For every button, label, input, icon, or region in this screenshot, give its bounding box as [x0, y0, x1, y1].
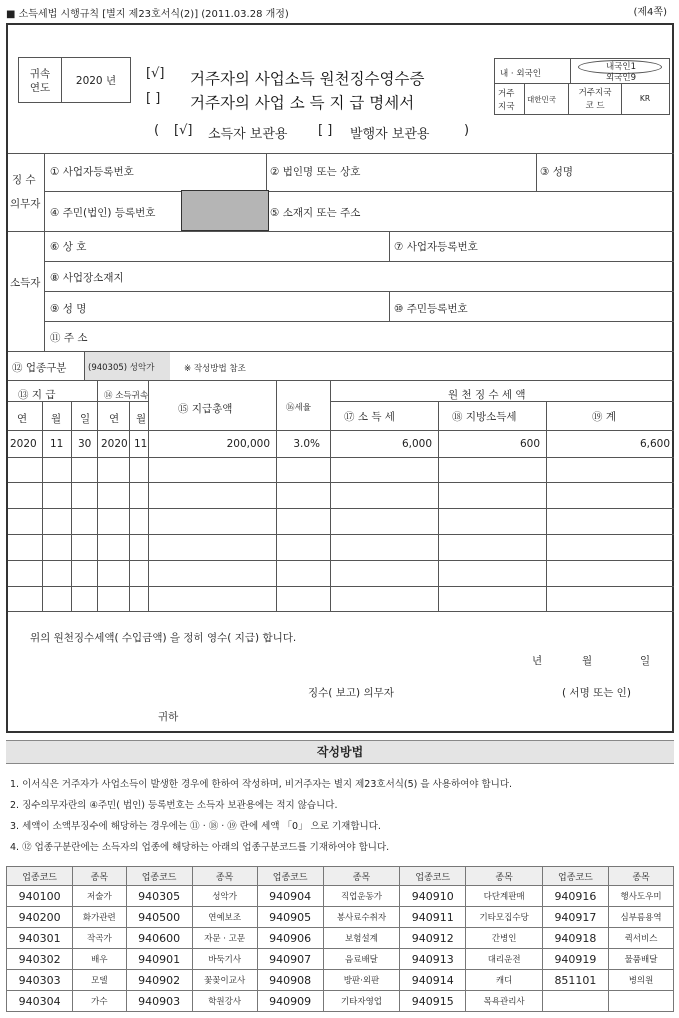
business-code: 940905: [257, 907, 323, 928]
business-code: 940910: [400, 886, 466, 907]
receipt-sheet: [6, 23, 674, 733]
header-name: 종목: [73, 867, 126, 886]
divider: [129, 401, 130, 611]
earner-business-address-label: ⑧ 사업장소재지: [50, 272, 124, 284]
instruction-3: 3. 세액이 소액부징수에 해당하는 경우에는 ⑪ · ⑱ · ⑲ 란에 세액 「0」 으로 기재합니다.: [10, 821, 381, 832]
business-name: 기타모집수당: [466, 907, 542, 928]
business-name: 바둑기사: [192, 949, 257, 970]
divider: [44, 191, 674, 192]
copy-earner: 소득자 보관용: [208, 127, 288, 142]
copy-open-paren: (: [154, 123, 160, 138]
table-row: [7, 991, 674, 1012]
header-code: 업종코드: [257, 867, 323, 886]
instruction-4: 4. ⑫ 업종구분란에는 소득자의 업종에 해당하는 아래의 업종구분코드를 기재하여야 합니다.: [10, 842, 390, 853]
residence-code-label-2: 코 드: [585, 101, 605, 111]
earner-resident-no-label: ⑩ 주민등록번호: [394, 303, 468, 315]
rate-label: ⑯세율: [286, 403, 311, 413]
divider: [330, 401, 674, 402]
divider: [330, 380, 331, 611]
attribution-year-cell: [61, 57, 131, 103]
divider: [97, 380, 98, 611]
business-code: 940906: [257, 928, 323, 949]
signature-label: ( 서명 또는 인): [562, 687, 631, 699]
header-code: 업종코드: [7, 867, 73, 886]
header-code: 업종코드: [400, 867, 466, 886]
residence-box: [494, 83, 670, 115]
attribution-year-label-cell: [18, 57, 62, 103]
business-code: [542, 991, 608, 1012]
income-tax-label: ⑰ 소 득 세: [344, 411, 395, 423]
residence-country: 대한민국: [527, 95, 556, 104]
title-check-2[interactable]: [ ]: [146, 91, 161, 106]
divider: [8, 611, 674, 612]
business-name: 보험설계: [323, 928, 399, 949]
business-name: 캐디: [466, 970, 542, 991]
divider: [44, 153, 45, 231]
instructions-title: 작성방법: [6, 740, 674, 764]
business-name: 학원강사: [192, 991, 257, 1012]
col-pay-day: 일: [80, 413, 91, 425]
business-name: 작곡가: [73, 928, 126, 949]
business-name: 배우: [73, 949, 126, 970]
business-name: 저술가: [73, 886, 126, 907]
business-code: 851101: [542, 970, 608, 991]
divider: [8, 401, 148, 402]
row-total: 6,600: [639, 438, 670, 450]
earner-name-label: ⑨ 성 명: [50, 303, 87, 315]
business-code: 940907: [257, 949, 323, 970]
divider: [536, 153, 537, 191]
row-attr-month: 11: [134, 438, 148, 450]
header-name: 종목: [323, 867, 399, 886]
pay-date-label: ⑬ 지 급: [18, 389, 56, 401]
divider: [71, 401, 72, 611]
copy-check-2[interactable]: [ ]: [318, 123, 333, 138]
row-pay-year: 2020: [10, 438, 37, 450]
withholder-label-2: 의무자: [10, 198, 41, 210]
earner-trade-name-label: ⑥ 상 호: [50, 241, 87, 253]
business-code: 940302: [7, 949, 73, 970]
resident-reg-no-masked: [181, 190, 269, 231]
col-attr-year: 연: [109, 413, 120, 425]
business-code: 940200: [7, 907, 73, 928]
business-name: 성악가: [192, 886, 257, 907]
business-name: 봉사료수취자: [323, 907, 399, 928]
header-name: 종목: [192, 867, 257, 886]
header-code: 업종코드: [542, 867, 608, 886]
business-code: 940916: [542, 886, 608, 907]
residence-divider-1: [524, 84, 525, 114]
table-row: [7, 949, 674, 970]
divider: [8, 560, 674, 561]
business-name: 간병인: [466, 928, 542, 949]
business-name: 퀵서비스: [609, 928, 674, 949]
business-name: 행사도우미: [609, 886, 674, 907]
divider: [8, 430, 674, 431]
divider: [8, 153, 674, 154]
business-code: 940902: [126, 970, 192, 991]
title-withholding-receipt: 거주자의 사업소득 원천징수영수증: [190, 70, 425, 88]
corp-name-label: ② 법인명 또는 상호: [270, 166, 361, 178]
business-code: 940903: [126, 991, 192, 1012]
divider: [8, 380, 674, 381]
business-code: 940904: [257, 886, 323, 907]
earner-address-label: ⑪ 주 소: [50, 332, 88, 344]
earner-business-reg-label: ⑦ 사업자등록번호: [394, 241, 478, 253]
business-type-note: ※ 작성방법 참조: [184, 364, 246, 374]
header-name: 종목: [609, 867, 674, 886]
confirm-day-label: 일: [640, 655, 651, 667]
nationality-label: 내 · 외국인: [500, 69, 541, 79]
divider: [8, 508, 674, 509]
divider: [8, 482, 674, 483]
business-code: 940908: [257, 970, 323, 991]
residence-label-2: 지국: [498, 102, 515, 112]
business-code: 940301: [7, 928, 73, 949]
col-attr-month: 월: [136, 413, 147, 425]
divider: [389, 291, 390, 321]
residence-label-1: 거주: [498, 89, 515, 99]
business-name: 가수: [73, 991, 126, 1012]
confirmation-statement: 위의 원천징수세액( 수입금액) 을 정히 영수( 지급) 합니다.: [30, 632, 297, 644]
addressee-label: 귀하: [158, 711, 179, 723]
title-payment-statement: 거주자의 사업 소 득 지 급 명세서: [190, 94, 415, 112]
col-pay-year: 연: [17, 413, 28, 425]
confirm-year-label: 년: [532, 655, 543, 667]
divider: [8, 231, 674, 232]
total-label: ⑲ 계: [592, 411, 616, 423]
copy-issuer: 발행자 보관용: [350, 127, 430, 142]
row-attr-year: 2020: [101, 438, 128, 450]
business-reg-no-label: ① 사업자등록번호: [50, 166, 134, 178]
divider: [546, 401, 547, 611]
page-number: (제4쪽): [633, 7, 667, 18]
business-code: 940912: [400, 928, 466, 949]
business-code: 940304: [7, 991, 73, 1012]
row-pay-month: 11: [50, 438, 64, 450]
business-name: 물품배달: [609, 949, 674, 970]
divider: [84, 351, 85, 380]
divider: [44, 261, 674, 262]
business-code: 940911: [400, 907, 466, 928]
attribution-year-label-2: 연도: [29, 82, 51, 94]
business-code: 940918: [542, 928, 608, 949]
divider: [44, 291, 674, 292]
business-code: 940915: [400, 991, 466, 1012]
business-code: 940919: [542, 949, 608, 970]
divider: [276, 380, 277, 611]
header-code: 업종코드: [126, 867, 192, 886]
business-code: 940600: [126, 928, 192, 949]
header-name: 종목: [466, 867, 542, 886]
row-rate: 3.0%: [293, 438, 320, 450]
business-name: 기타자영업: [323, 991, 399, 1012]
business-name: 다단계판매: [466, 886, 542, 907]
residence-code-label-1: 거주지국: [578, 88, 612, 98]
divider: [389, 231, 390, 261]
earner-label: 소득자: [10, 277, 41, 289]
business-name: [609, 991, 674, 1012]
business-name: 심부름용역: [609, 907, 674, 928]
confirm-month-label: 월: [582, 655, 593, 667]
divider: [8, 457, 674, 458]
withholder-name-label: ③ 성명: [540, 166, 574, 178]
business-code: 940913: [400, 949, 466, 970]
form-reference: ■ 소득세법 시행규칙 [별지 제23호서식(2)] (2011.03.28 개정): [6, 9, 289, 20]
business-name: 화가관련: [73, 907, 126, 928]
withholder-label-1: 징 수: [12, 174, 36, 186]
divider: [438, 401, 439, 611]
divider: [8, 534, 674, 535]
col-pay-month: 월: [51, 413, 62, 425]
business-name: 자문 · 고문: [192, 928, 257, 949]
attribution-year-value: 2020 년: [75, 75, 117, 87]
business-type-value: (940305) 성악가: [88, 363, 155, 373]
divider: [8, 586, 674, 587]
instruction-2: 2. 징수의무자란의 ④주민( 법인) 등록번호는 소득자 보관용에는 적지 않습니다.: [10, 800, 338, 811]
business-code: 940909: [257, 991, 323, 1012]
business-name: 직업운동가: [323, 886, 399, 907]
nationality-box: [494, 58, 670, 84]
address-label: ⑤ 소재지 또는 주소: [270, 207, 361, 219]
divider: [266, 153, 267, 191]
divider: [148, 380, 149, 611]
local-tax-label: ⑱ 지방소득세: [452, 411, 517, 423]
table-row: [7, 928, 674, 949]
amount-label: ⑮ 지급총액: [178, 403, 233, 415]
business-code-table: [6, 866, 674, 1012]
business-name: 연예보조: [192, 907, 257, 928]
withholding-tax-label: 원 천 징 수 세 액: [448, 389, 526, 401]
code-table-header: [7, 867, 674, 886]
title-check-1[interactable]: [√]: [146, 66, 165, 81]
row-local-tax: 600: [519, 438, 540, 450]
residence-code: KR: [639, 94, 651, 103]
business-code: 940303: [7, 970, 73, 991]
business-name: 병의원: [609, 970, 674, 991]
table-row: [7, 907, 674, 928]
business-code: 940914: [400, 970, 466, 991]
attribution-label: ⑭ 소득귀속: [104, 391, 149, 401]
business-name: 목욕관리사: [466, 991, 542, 1012]
business-code: 940305: [126, 886, 192, 907]
nationality-divider: [570, 59, 571, 83]
business-name: 음료배달: [323, 949, 399, 970]
copy-close-paren: ): [464, 123, 470, 138]
nationality-option-2: 외국인9: [605, 73, 637, 83]
payer-label: 징수( 보고) 의무자: [308, 687, 394, 699]
business-name: 대리운전: [466, 949, 542, 970]
resident-reg-no-label: ④ 주민(법인) 등록번호: [50, 207, 156, 219]
row-pay-day: 30: [78, 438, 92, 450]
instruction-1: 1. 이서식은 거주자가 사업소득이 발생한 경우에 한하여 작성하며, 비거주자는 별지 제23호서식(5) 을 사용하여야 합니다.: [10, 779, 513, 790]
copy-check-1[interactable]: [√]: [174, 123, 193, 138]
business-type-label: ⑫ 업종구분: [12, 362, 67, 374]
table-row: [7, 886, 674, 907]
divider: [42, 401, 43, 611]
business-code: 940901: [126, 949, 192, 970]
nationality-option-1: 내국인1: [605, 62, 637, 72]
business-name: 꽃꽂이교사: [192, 970, 257, 991]
business-name: 방판·외판: [323, 970, 399, 991]
attribution-year-label-1: 귀속: [29, 68, 51, 80]
row-income-tax: 6,000: [401, 438, 432, 450]
business-code: 940100: [7, 886, 73, 907]
row-amount: 200,000: [226, 438, 270, 450]
table-row: [7, 970, 674, 991]
business-code: 940917: [542, 907, 608, 928]
business-name: 모델: [73, 970, 126, 991]
business-code: 940500: [126, 907, 192, 928]
divider: [44, 321, 674, 322]
